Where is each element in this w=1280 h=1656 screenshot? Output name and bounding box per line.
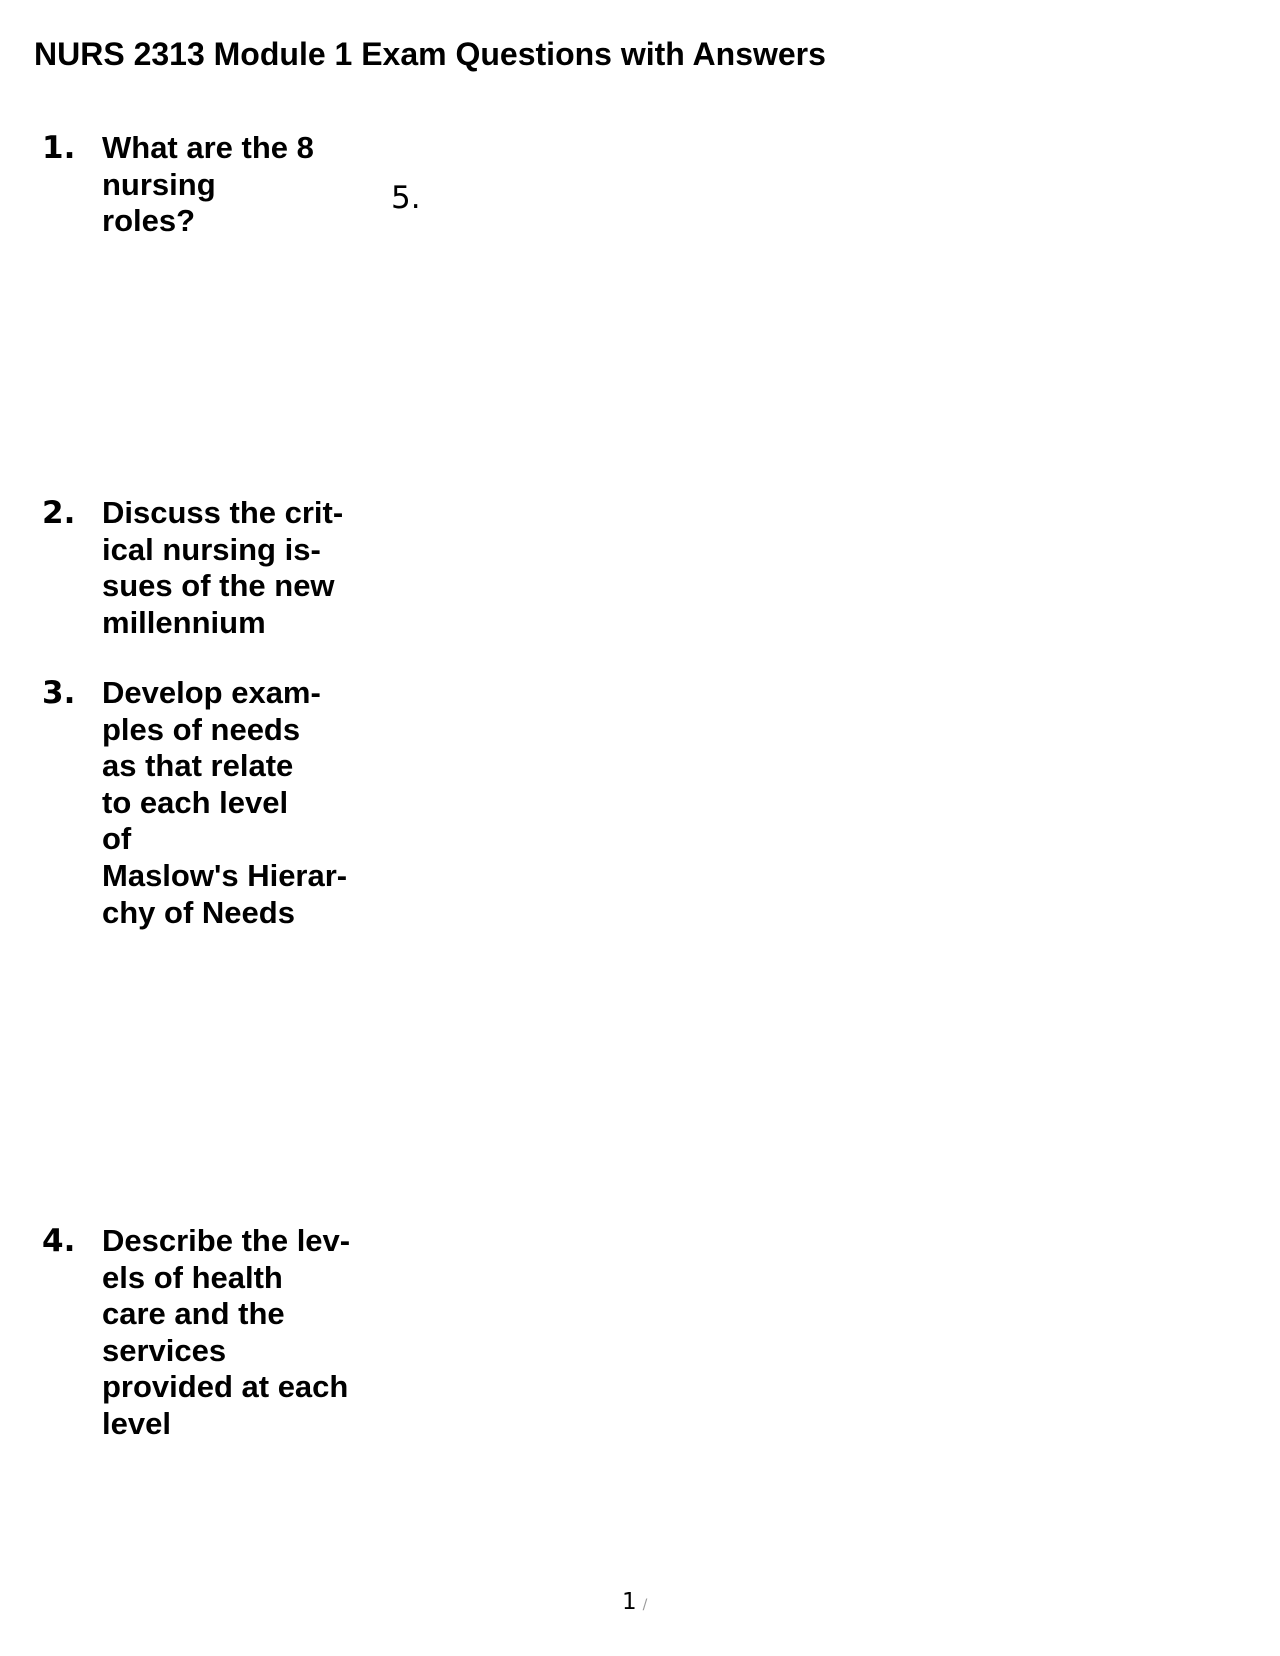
question-5-number: 5.: [391, 180, 421, 216]
page-footer: [622, 1588, 647, 1619]
document-title: NURS 2313 Module 1 Exam Questions with Answers: [34, 36, 826, 72]
question-4-text: Describe the lev- els of health care and the services provided at each level: [102, 1223, 351, 1441]
page-number: 1: [622, 1589, 637, 1615]
question-2-number: 2.: [42, 495, 76, 531]
question-1-number: 1.: [42, 130, 76, 166]
question-4-number: 4.: [42, 1223, 76, 1259]
question-2-text: Discuss the crit- ical nursing is- sues of the new millennium: [102, 495, 344, 640]
page-separator: /: [642, 1597, 648, 1613]
question-1-text: What are the 8 nursing roles?: [102, 130, 314, 239]
question-3-number: 3.: [42, 675, 76, 711]
question-3-text: Develop exam- ples of needs as that relate to each level of Maslow's Hierar- chy of Needs: [102, 675, 348, 930]
